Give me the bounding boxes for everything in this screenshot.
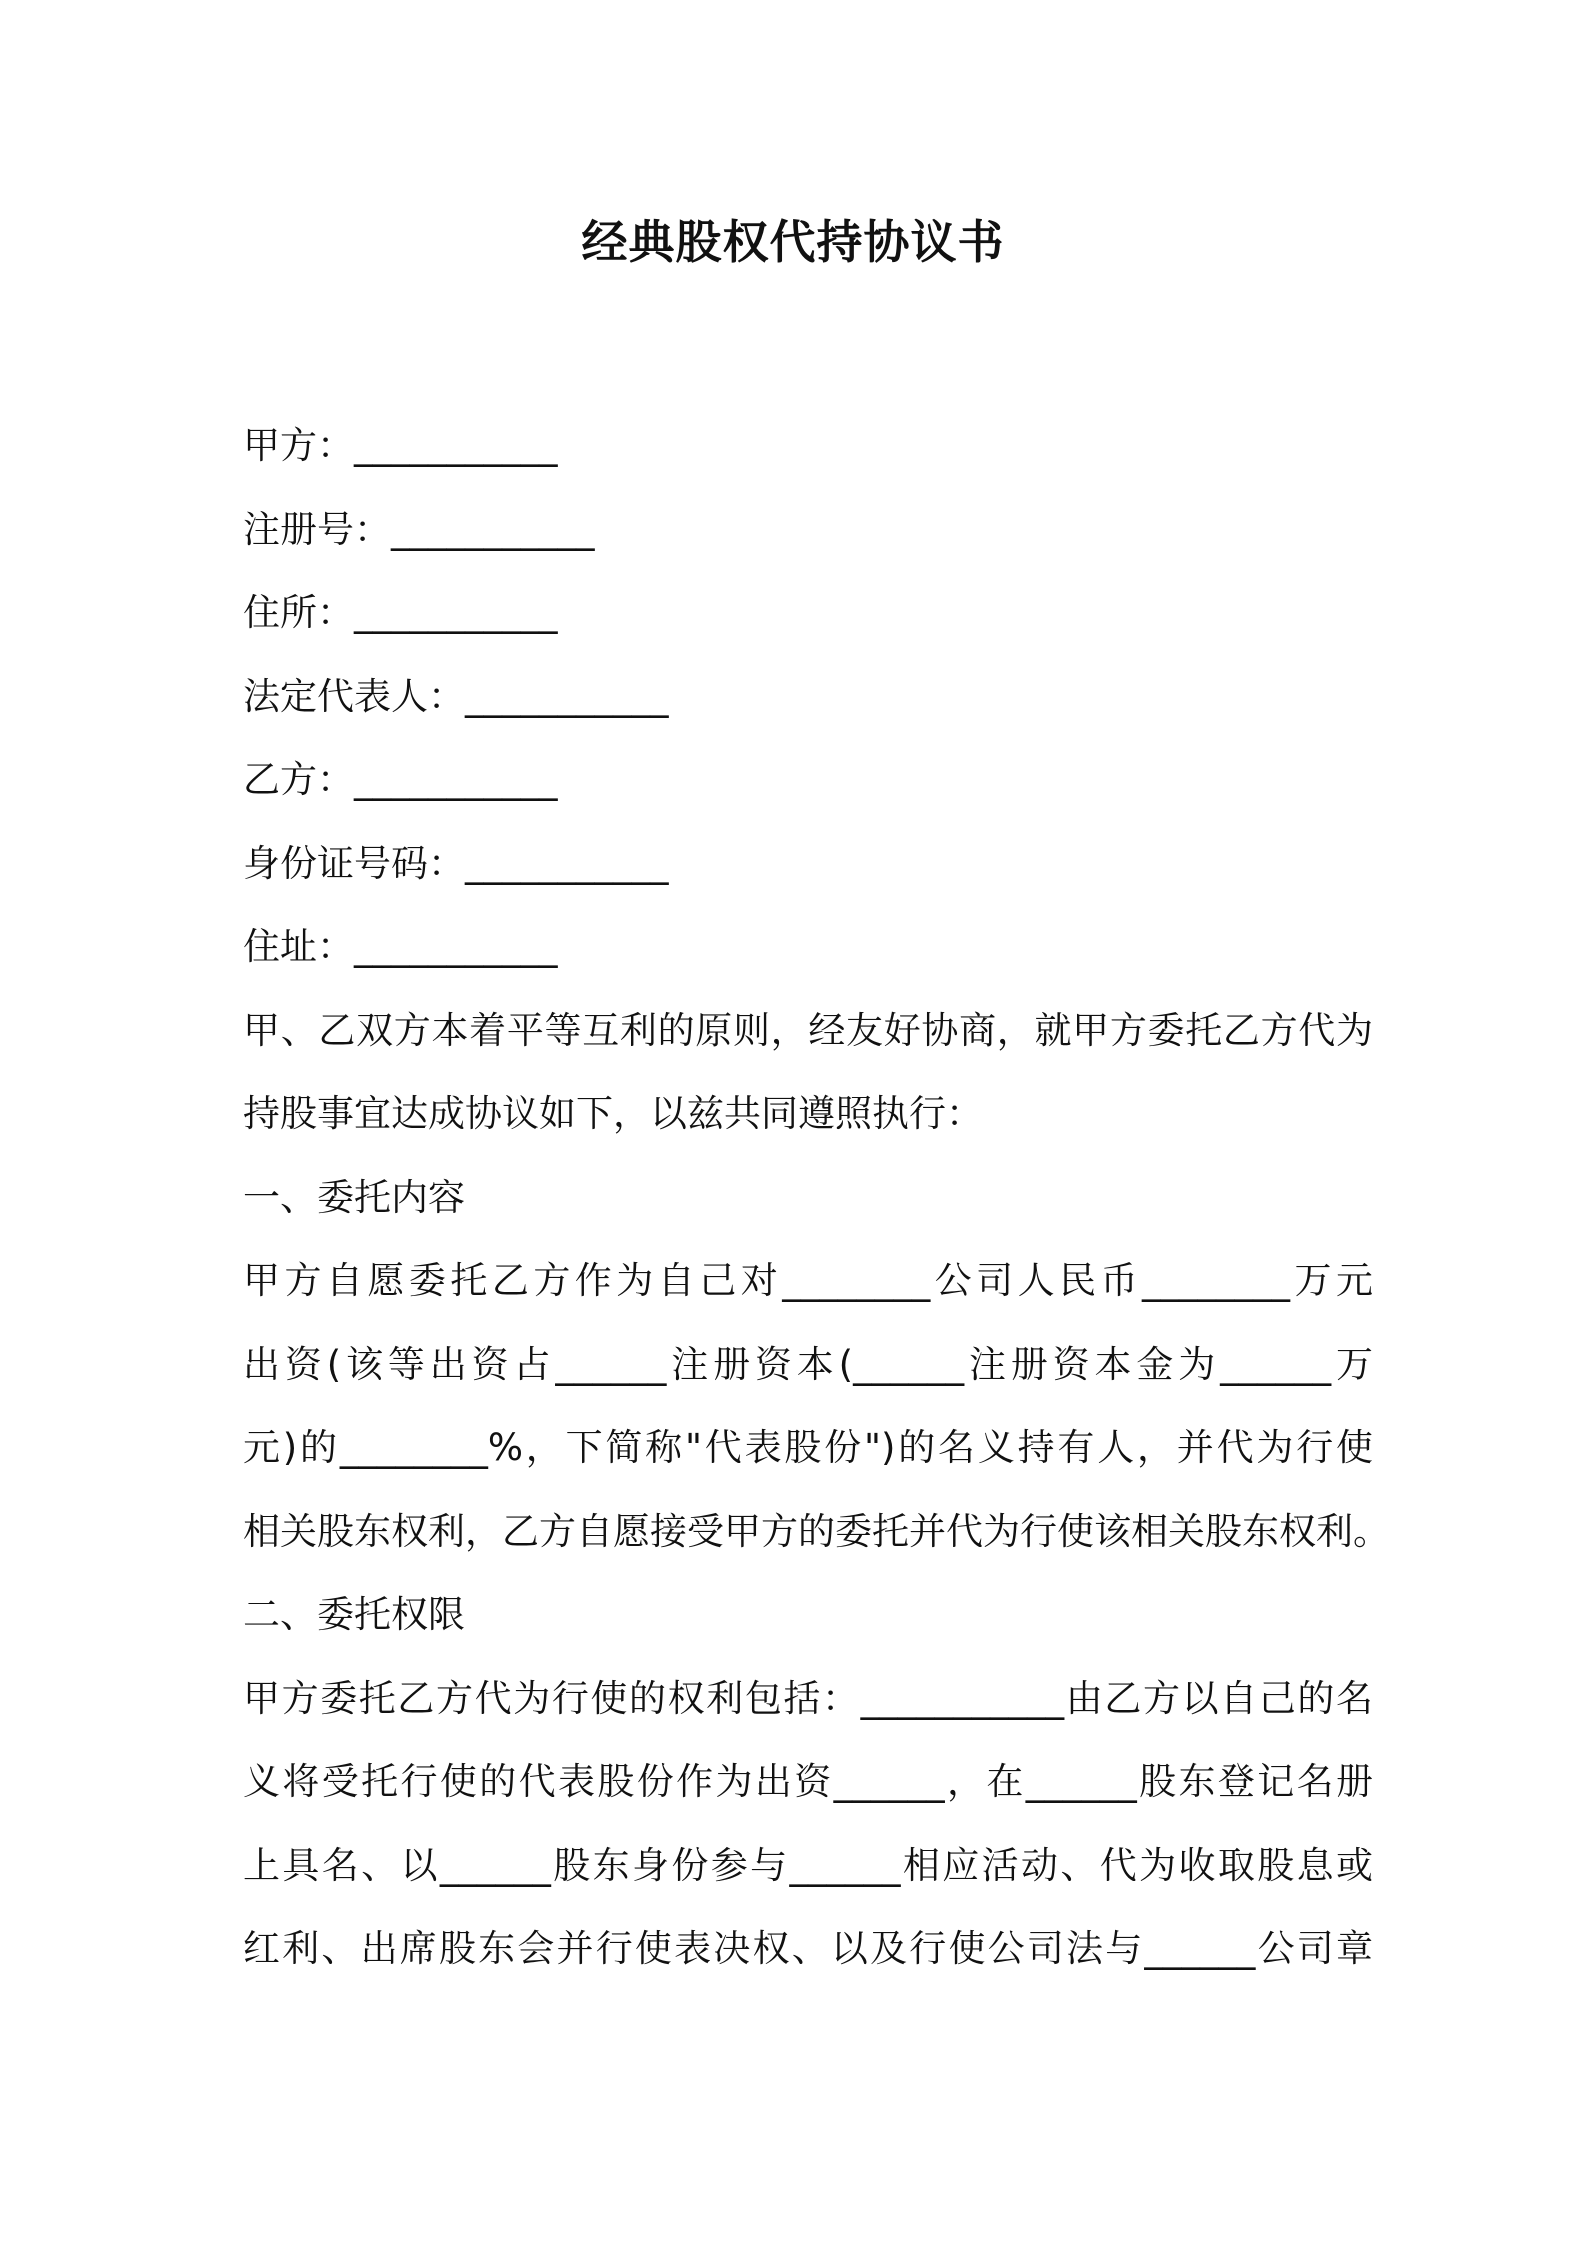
section-paragraph-line: 元)的________%，下简称"代表股份")的名义持有人，并代为行使 [243,1426,1373,1469]
party-a-line: 甲方：___________ [243,424,558,467]
section-heading: 一、委托内容 [243,1175,465,1219]
section-paragraph-line: 甲方委托乙方代为行使的权利包括：___________由乙方以自己的名 [243,1676,1373,1720]
section-heading: 二、委托权限 [243,1593,465,1636]
section-paragraph-line: 上具名、以______股东身份参与______相应活动、代为收取股息或 [243,1843,1373,1887]
id-number-line: 身份证号码：___________ [243,841,669,885]
section-paragraph-line: 相关股东权利，乙方自愿接受甲方的委托并代为行使该相关股东权利。 [243,1509,1390,1553]
party-b-line: 乙方：___________ [243,758,558,801]
party-b-address-line: 住址：___________ [243,925,558,968]
preamble-line: 持股事宜达成协议如下，以兹共同遵照执行： [243,1092,983,1135]
section-paragraph-line: 甲方自愿委托乙方作为自己对________公司人民币________万元 [243,1259,1373,1302]
section-paragraph-line: 红利、出席股东会并行使表决权、以及行使公司法与______公司章 [243,1927,1373,1970]
preamble-line: 甲、乙双方本着平等互利的原则，经友好协商，就甲方委托乙方代为 [243,1008,1373,1052]
document-body [243,404,1390,1991]
legal-representative-line: 法定代表人：___________ [243,674,669,718]
party-a-address-line: 住所：___________ [243,591,558,634]
section-paragraph-line: 义将受托行使的代表股份作为出资______，在______股东登记名册 [243,1760,1373,1803]
section-paragraph-line: 出资(该等出资占______注册资本(______注册资本金为______万 [243,1342,1373,1386]
document-title: 经典股权代持协议书 [581,215,1005,269]
registration-number-line: 注册号：___________ [243,507,595,551]
